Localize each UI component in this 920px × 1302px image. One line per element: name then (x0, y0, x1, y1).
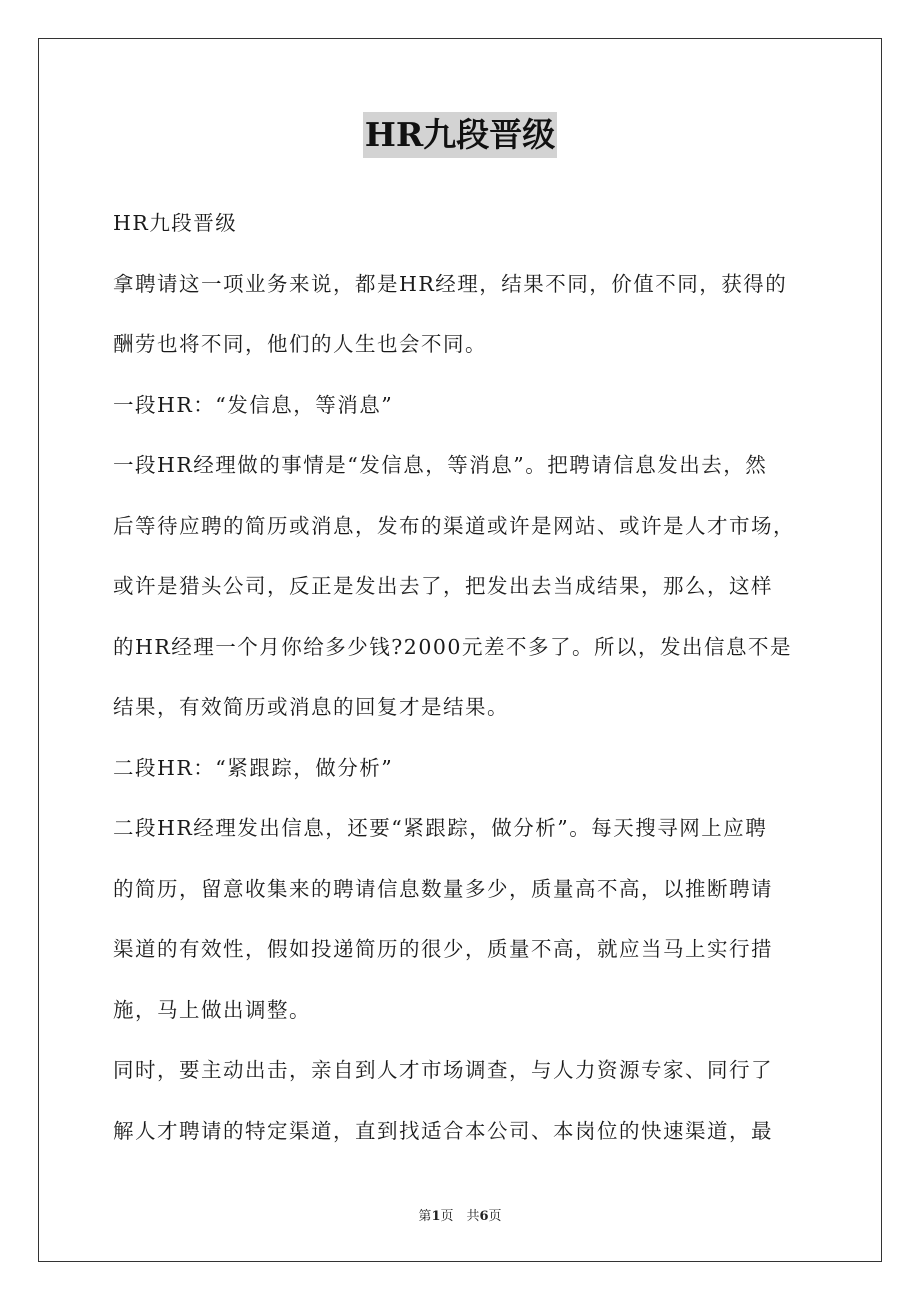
body-line: 同时，要主动出击，亲自到人才市场调查，与人力资源专家、同行了 (113, 1058, 773, 1082)
body-line: 酬劳也将不同，他们的人生也会不同。 (113, 332, 487, 356)
body-line: 施，马上做出调整。 (113, 997, 311, 1022)
body-line: 渠道的有效性，假如投递简历的很少，质量不高，就应当马上实行措 (113, 937, 773, 961)
body-line: 的HR经理一个月你给多少钱?2000元差不多了。所以，发出信息不是 (113, 634, 792, 659)
total-page-number: 6 (479, 1209, 489, 1224)
body-line: 二段HR经理发出信息，还要“紧跟踪，做分析”。每天搜寻网上应聘 (113, 816, 768, 840)
title-container (0, 112, 920, 158)
page-mid: 页 共 (440, 1209, 480, 1224)
page-footer (0, 1205, 920, 1224)
body-line: 解人才聘请的特定渠道，直到找适合本公司、本岗位的快速渠道，最 (113, 1118, 773, 1143)
body-line: HR九段晋级 (113, 211, 238, 235)
page-prefix: 第 (418, 1209, 432, 1224)
body-line: 或许是猎头公司，反正是发出去了，把发出去当成结果，那么，这样 (113, 574, 773, 598)
body-line: 结果，有效简历或消息的回复才是结果。 (113, 695, 509, 719)
body-line: 二段HR：“紧跟踪，做分析” (113, 755, 394, 780)
body-line: 一段HR经理做的事情是“发信息，等消息”。把聘请信息发出去，然 (113, 453, 768, 477)
body-line: 一段HR：“发信息，等消息” (113, 392, 394, 417)
body-line: 拿聘请这一项业务来说，都是HR经理，结果不同，价值不同，获得的 (113, 271, 788, 296)
body-line: 后等待应聘的简历或消息，发布的渠道或许是网站、或许是人才市场， (113, 513, 795, 538)
page-suffix: 页 (488, 1209, 502, 1224)
document-body (113, 193, 813, 1161)
document-title: HR九段晋级 (363, 112, 558, 158)
current-page-number: 1 (431, 1209, 441, 1224)
body-line: 的简历，留意收集来的聘请信息数量多少，质量高不高，以推断聘请 (113, 876, 773, 901)
